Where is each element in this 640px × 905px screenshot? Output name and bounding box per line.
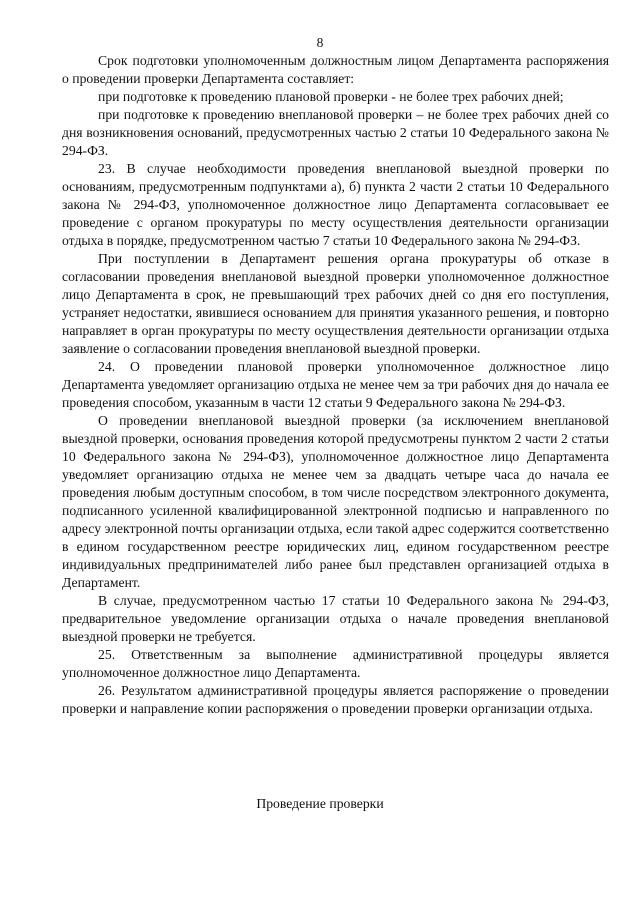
paragraph-item-24: 24. О проведении плановой проверки уполномоченное должностное лицо Департамента уведомляет организацию отдыха не менее чем за три рабочих дня до начала ее проведения способом, указанным в части 12 статьи 9 Федерального закона № 294-ФЗ. [62,359,609,410]
paragraph-prosecutor-refusal: При поступлении в Департамент решения органа прокуратуры об отказе в согласовании проведения внеплановой выездной проверки уполномоченное должностное лицо Департамента в срок, не превышающий трех рабочих дней со дня его поступления, устраняет недостатки, явившиеся основанием для принятия указанного решения, и повторно направляет в орган прокуратуры по месту осуществления деятельности организации отдыха заявление о согласовании проведения внеплановой выездной проверки. [62,251,609,356]
page-number: 8 [316,35,324,50]
paragraph-preparation-term: Срок подготовки уполномоченным должностным лицом Департамента распоряжения о проведении проверки Департамента составляет: [62,53,609,86]
paragraph-no-notification-case: В случае, предусмотренном частью 17 статьи 10 Федерального закона № 294-ФЗ, предварительное уведомление организации отдыха о начале проведения внеплановой выездной проверки не требуется. [62,593,609,644]
section-heading: Проведение проверки [256,796,384,811]
paragraph-item-26: 26. Результатом административной процедуры является распоряжение о проведении проверки и направление копии распоряжения о проведении проверки организации отдыха. [62,683,609,716]
paragraph-planned-inspection-term: при подготовке к проведению плановой проверки - не более трех рабочих дней; [98,89,564,104]
paragraph-item-23: 23. В случае необходимости проведения внеплановой выездной проверки по основаниям, предусмотренным подпунктами а), б) пункта 2 части 2 статьи 10 Федерального закона № 294-ФЗ, уполномоченное должностное лицо Департамента согласовывает ее проведение с органом прокуратуры по месту осуществления деятельности организации отдыха в порядке, предусмотренном частью 7 статьи 10 Федерального закона № 294-ФЗ. [62,161,609,248]
document-body [62,52,609,718]
paragraph-unplanned-inspection-term: при подготовке к проведению внеплановой проверки – не более трех рабочих дней со дня возникновения оснований, предусмотренных частью 2 статьи 10 Федерального закона № 294-ФЗ. [62,107,609,158]
paragraph-unplanned-notification: О проведении внеплановой выездной проверки (за исключением внеплановой выездной проверки, основания проведения которой предусмотрены пунктом 2 части 2 статьи 10 Федерального закона № 294-ФЗ), уполномоченное должностное лицо Департамента уведомляет организацию отдыха не менее чем за двадцать четыре часа до начала ее проведения любым доступным способом, в том числе посредством электронного документа, подписанного усиленной квалифицированной электронной подписью и направленного по адресу электронной почты организации отдыха, если такой адрес содержится соответственно в едином государственном реестре юридических лиц, едином государственном реестре индивидуальных предпринимателей либо ранее был представлен организацией отдыха в Департамент. [62,413,609,590]
paragraph-item-25: 25. Ответственным за выполнение административной процедуры является уполномоченное должностное лицо Департамента. [62,647,609,680]
